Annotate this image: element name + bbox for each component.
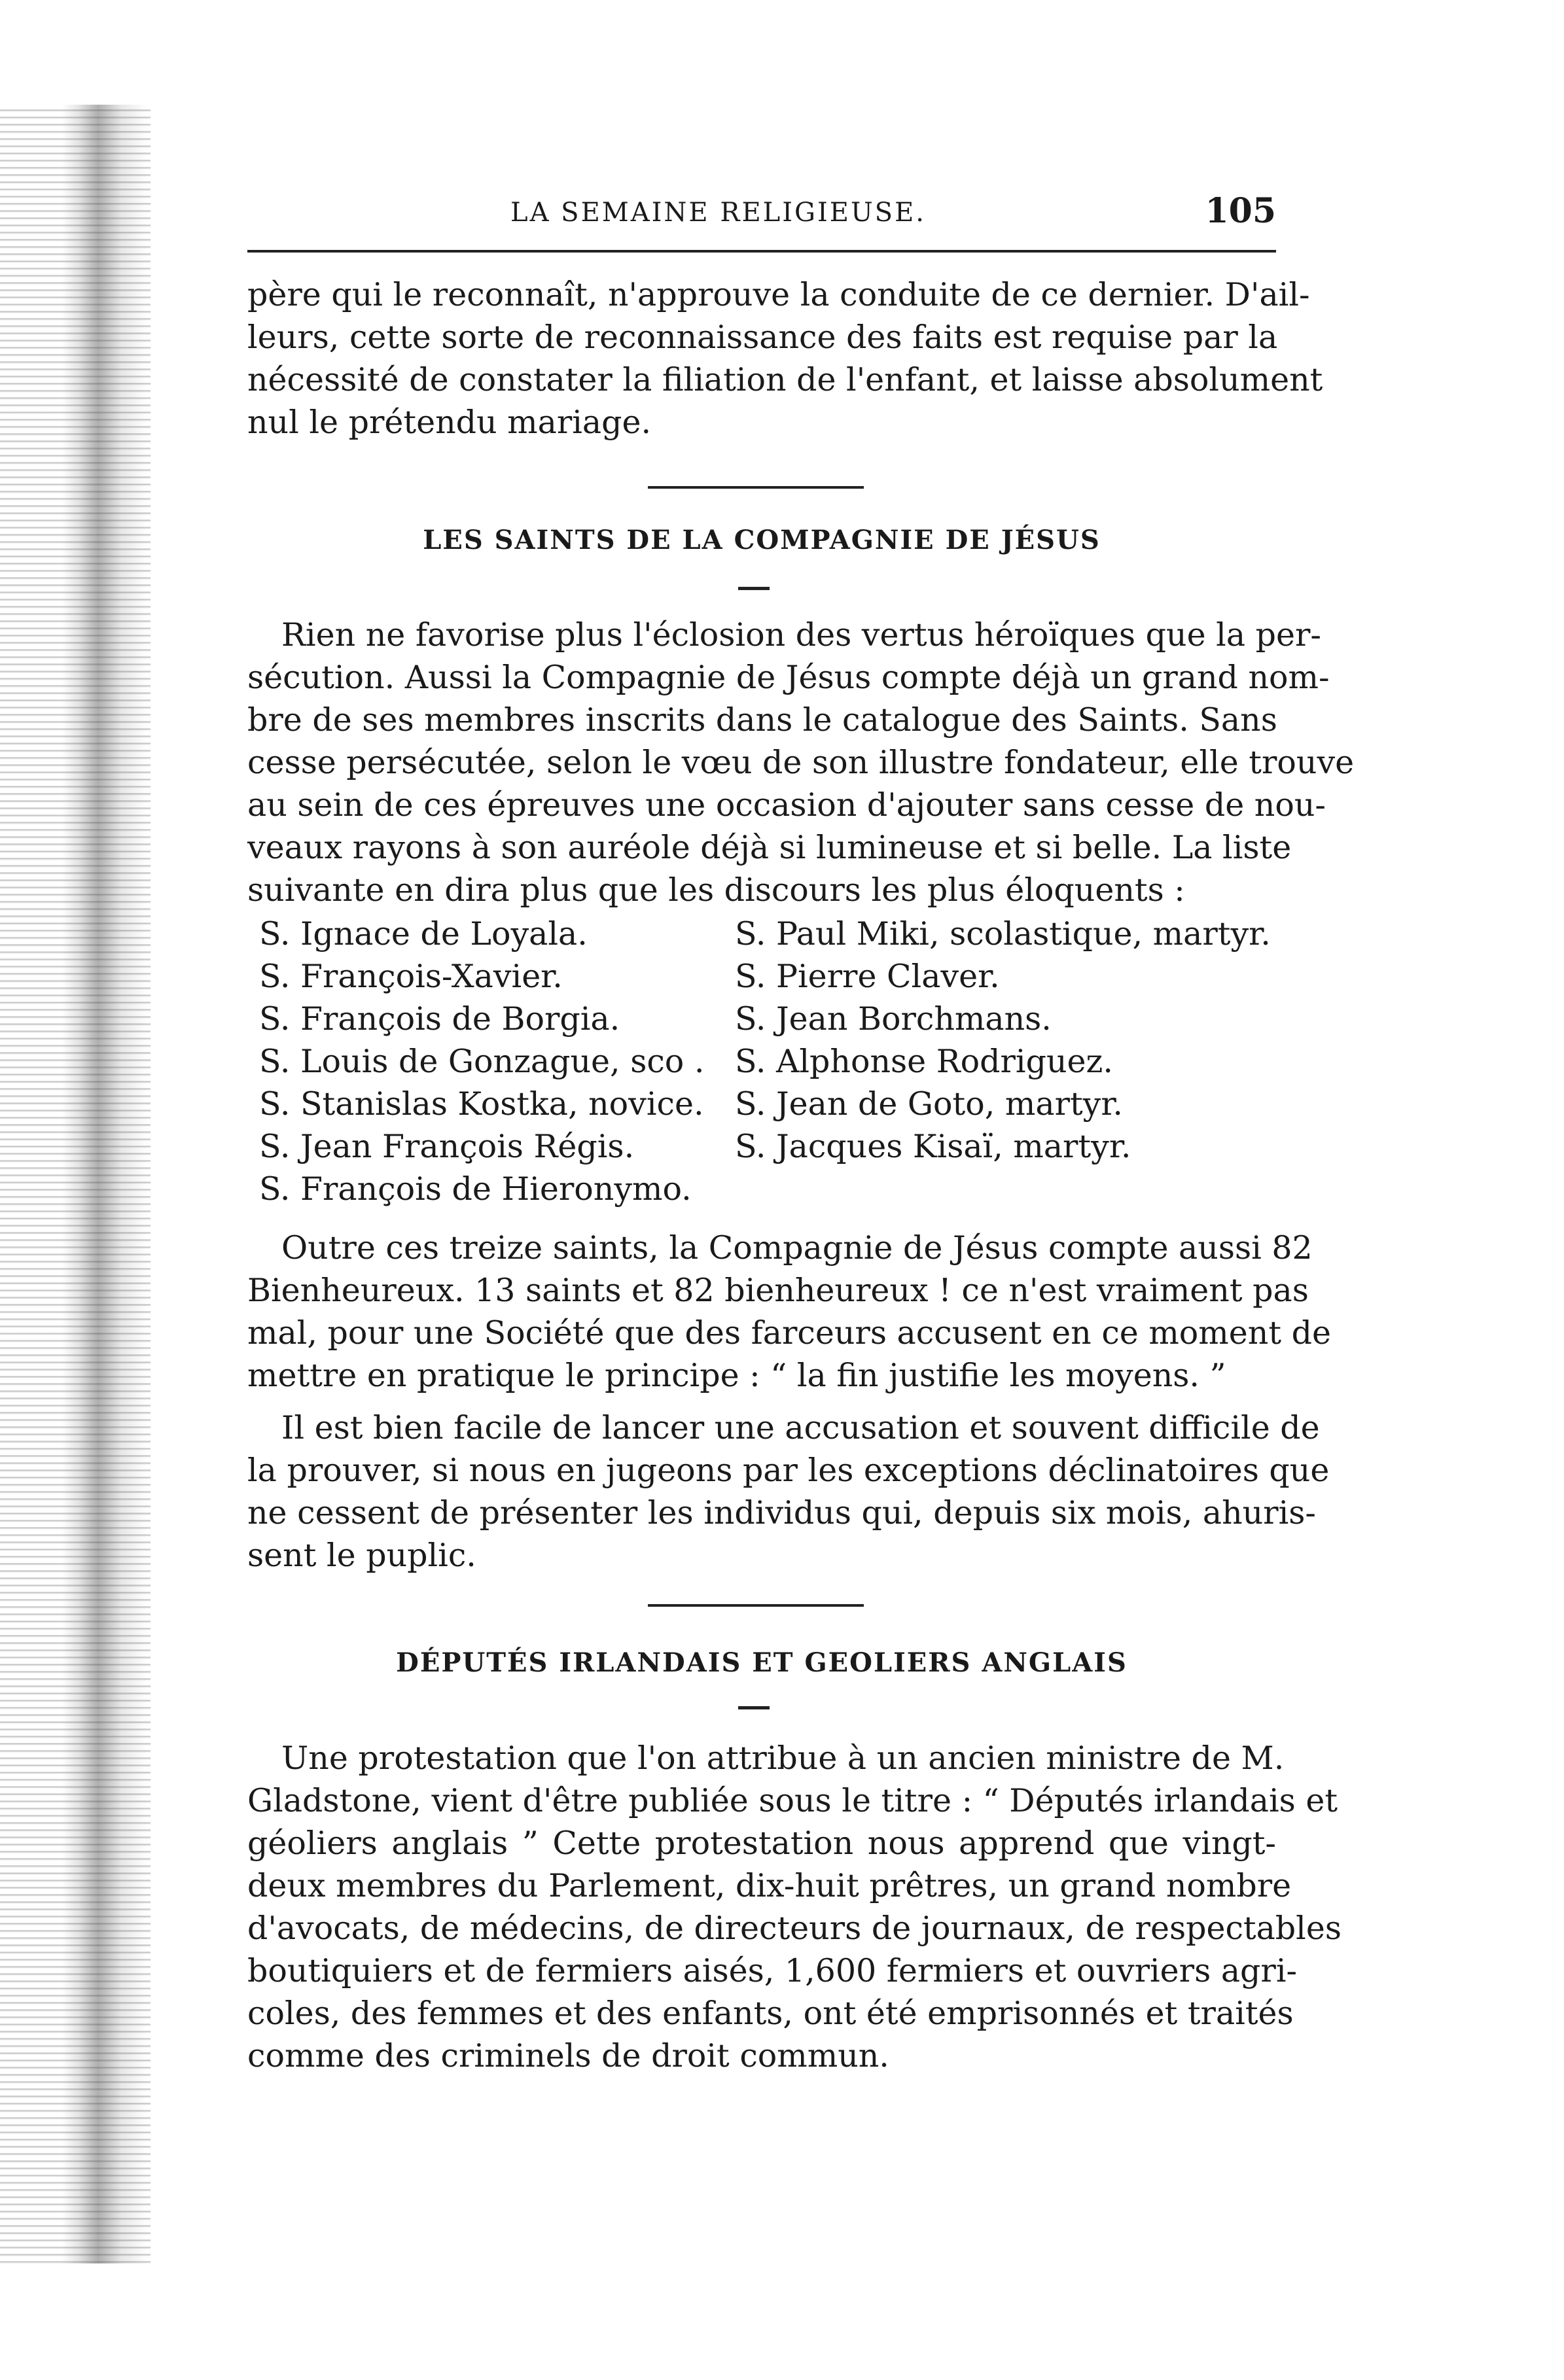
text-line: mettre en pratique le principe : “ la fin justifie les moyens. ”: [247, 1357, 1226, 1394]
text-line: Outre ces treize saints, la Compagnie de Jésus compte aussi 82: [281, 1229, 1313, 1267]
running-head: [242, 191, 1276, 237]
list-item: [247, 955, 1281, 998]
text-line: leurs, cette sorte de reconnaissance des faits est requise par la: [247, 319, 1278, 356]
saint-right: S. Jean de Goto, martyr.: [735, 1085, 1123, 1123]
saint-right: S. Paul Miki, scolastique, martyr.: [735, 915, 1271, 953]
saint-left: S. François de Borgia.: [259, 1000, 620, 1038]
section-title-saints: LES SAINTS DE LA COMPAGNIE DE JÉSUS: [423, 525, 1101, 555]
text-line: au sein de ces épreuves une occasion d'ajouter sans cesse de nou-: [247, 786, 1326, 824]
saint-left: S. Ignace de Loyala.: [259, 915, 588, 953]
page-number: 105: [1205, 191, 1276, 231]
text-line: nul le prétendu mariage.: [247, 404, 652, 441]
text-line: Il est bien facile de lancer une accusation et souvent difficile de: [281, 1409, 1320, 1446]
section-separator-rule: [648, 486, 864, 489]
saints-paragraph-1: [247, 614, 1355, 911]
saint-right: S. Jean Borchmans.: [735, 1000, 1052, 1038]
saints-paragraph-2: [247, 1227, 1331, 1397]
header-rule: [247, 250, 1276, 253]
saint-right: S. Pierre Claver.: [735, 958, 1000, 995]
text-line: sécution. Aussi la Compagnie de Jésus compte déjà un grand nom-: [247, 659, 1330, 696]
saint-right: S. Alphonse Rodriguez.: [735, 1043, 1113, 1080]
text-line: comme des criminels de droit commun.: [247, 2037, 889, 2074]
text-line: veaux rayons à son auréole déjà si lumineuse et si belle. La liste: [247, 829, 1292, 866]
saint-left: S. Jean François Régis.: [259, 1128, 635, 1165]
list-item: [247, 998, 1281, 1040]
text-line: ne cessent de présenter les individus qui, depuis six mois, ahuris-: [247, 1494, 1316, 1531]
text-line: nécessité de constater la filiation de l'enfant, et laisse absolument: [247, 361, 1323, 398]
list-item: [247, 913, 1281, 955]
title-dash: [738, 587, 770, 590]
text-line: Une protestation que l'on attribue à un ancien ministre de M.: [281, 1740, 1285, 1777]
list-item: [247, 1168, 1281, 1210]
text-line: mal, pour une Société que des farceurs accusent en ce moment de: [247, 1314, 1331, 1352]
text-line: Gladstone, vient d'être publiée sous le titre : “ Députés irlandais et: [247, 1782, 1338, 1819]
list-item: [247, 1083, 1281, 1125]
section-separator-rule: [648, 1604, 864, 1607]
title-dash: [738, 1706, 770, 1709]
text-line: d'avocats, de médecins, de directeurs de journaux, de respectables: [247, 1910, 1342, 1947]
saint-left: S. François de Hieronymo.: [259, 1170, 692, 1208]
text-line: coles, des femmes et des enfants, ont été emprisonnés et traités: [247, 1995, 1294, 2032]
running-head-title: LA SEMAINE RELIGIEUSE.: [510, 198, 926, 228]
saint-right: S. Jacques Kisaï, martyr.: [735, 1128, 1131, 1165]
saint-left: S. Louis de Gonzague, sco .: [259, 1043, 705, 1080]
list-item: [247, 1125, 1281, 1168]
intro-paragraph: [247, 273, 1323, 444]
text-line: Bienheureux. 13 saints et 82 bienheureux ! ce n'est vraiment pas: [247, 1272, 1309, 1309]
text-line: bre de ses membres inscrits dans le catalogue des Saints. Sans: [247, 701, 1277, 739]
text-line: Rien ne favorise plus l'éclosion des vertus héroïques que la per-: [281, 616, 1321, 654]
saint-left: S. Stanislas Kostka, novice.: [259, 1085, 704, 1123]
deputes-paragraph: [247, 1737, 1342, 2077]
text-line: père qui le reconnaît, n'approuve la conduite de ce dernier. D'ail-: [247, 276, 1310, 313]
text-line: géoliers anglais ” Cette protestation nous apprend que vingt-: [247, 1825, 1276, 1862]
text-line: cesse persécutée, selon le vœu de son illustre fondateur, elle trouve: [247, 744, 1355, 781]
text-line: deux membres du Parlement, dix-huit prêtres, un grand nombre: [247, 1867, 1292, 1904]
text-line: sent le puplic.: [247, 1537, 476, 1574]
text-line: la prouver, si nous en jugeons par les exceptions déclinatoires que: [247, 1452, 1330, 1489]
saints-list: [247, 913, 1281, 1210]
saints-paragraph-3: [247, 1407, 1330, 1577]
text-line: suivante en dira plus que les discours les plus éloquents :: [247, 871, 1185, 909]
saint-left: S. François-Xavier.: [259, 958, 563, 995]
section-title-deputes: DÉPUTÉS IRLANDAIS ET GEOLIERS ANGLAIS: [396, 1647, 1128, 1678]
binding-edge-shadow: [0, 105, 151, 2264]
list-item: [247, 1040, 1281, 1083]
text-line: boutiquiers et de fermiers aisés, 1,600 fermiers et ouvriers agri-: [247, 1952, 1298, 1989]
